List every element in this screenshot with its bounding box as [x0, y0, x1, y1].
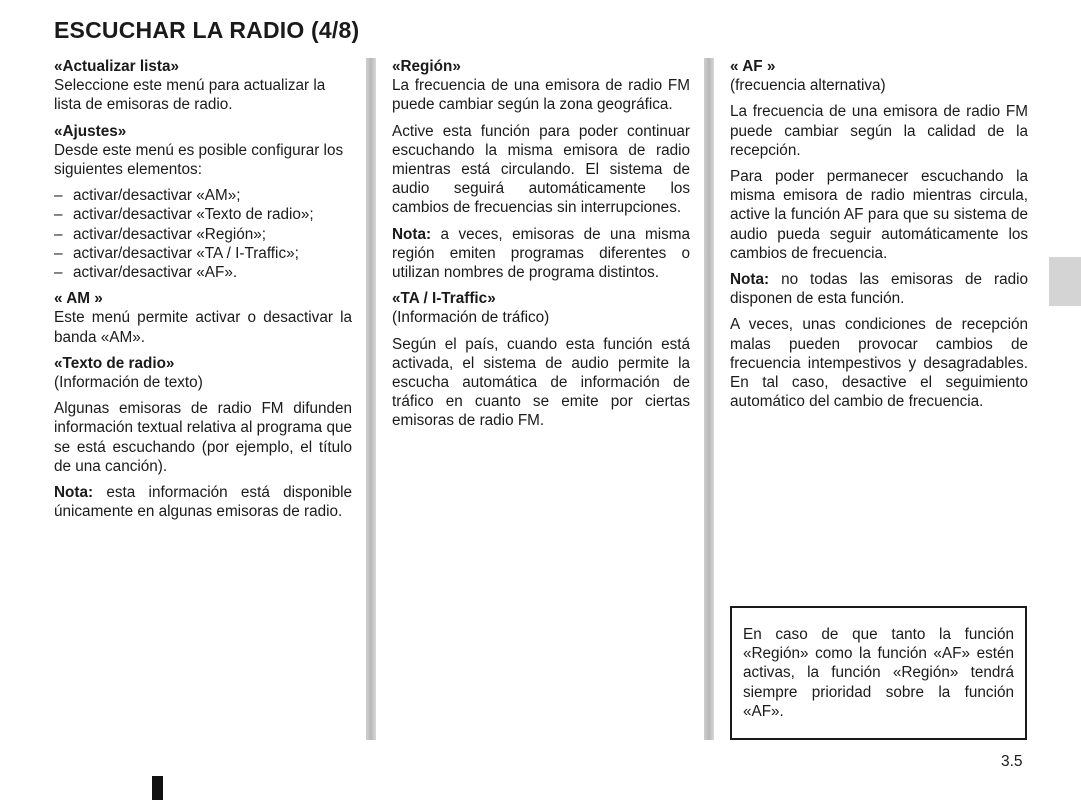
section-text: Algunas emisoras de radio FM difunden información textual relativa al programa que se está escuchando (por ejemplo, el título de una canción). [54, 400, 352, 475]
section-text: Según el país, cuando esta función está activada, el sistema de audio permite la escucha automática de información de tráfico en cuanto se emite por ciertas emisoras de radio FM. [392, 335, 690, 430]
list-item: – activar/desactivar «Texto de radio»; [54, 205, 352, 224]
section-subheading: (Información de texto) [54, 374, 203, 392]
section-subheading: (frecuencia alternativa) [730, 77, 886, 95]
column-left [54, 57, 352, 528]
column-right [730, 57, 1028, 418]
note-text: a veces, emisoras de una misma región emiten programas diferentes o utilizan nombres de programa distintos. [392, 225, 690, 282]
note-label: Nota: [392, 225, 432, 243]
priority-note-box: En caso de que tanto la función «Región» como la función «AF» estén activas, la función «Región» tendrá siempre prioridad sobre la función «AF». [730, 606, 1027, 740]
section-heading: «Actualizar lista» [54, 58, 179, 75]
note-label: Nota: [54, 484, 94, 502]
settings-list [54, 186, 352, 282]
section-text: A veces, unas condiciones de recepción malas pueden provocar cambios de frecuencia intempestivos y desagradables. En tal caso, desactive el seguimiento automático del cambio de frecuencia. [730, 316, 1028, 411]
column-divider [704, 58, 714, 740]
column-divider [366, 58, 376, 740]
note-label: Nota: [730, 271, 770, 289]
list-item: – activar/desactivar «AF». [54, 263, 352, 282]
note-paragraph [730, 270, 1028, 308]
note-paragraph [392, 225, 690, 283]
section-text: Seleccione este menú para actualizar la lista de emisoras de radio. [54, 77, 326, 114]
section-heading: «Texto de radio» [54, 354, 175, 372]
note-text: no todas las emisoras de radio disponen de esta función. [730, 271, 1028, 308]
section-heading: « AM » [54, 290, 103, 308]
section-text: La frecuencia de una emisora de radio FM puede cambiar según la calidad de la recepción. [730, 103, 1028, 159]
list-item: – activar/desactivar «Región»; [54, 225, 352, 244]
section-text: Para poder permanecer escuchando la misma emisora de radio mientras circula, active la función AF para que su sistema de audio pueda seguir automáticamente los cambios de frecuencia. [730, 168, 1028, 262]
section-subheading: (Información de tráfico) [392, 309, 550, 327]
section-text: La frecuencia de una emisora de radio FM puede cambiar según la zona geográfica. [392, 77, 690, 114]
column-middle [392, 57, 690, 438]
note-text: esta información está disponible únicamente en algunas emisoras de radio. [54, 484, 352, 521]
list-item: – activar/desactivar «AM»; [54, 186, 352, 205]
page-title: ESCUCHAR LA RADIO (4/8) [54, 17, 360, 43]
crop-mark [152, 776, 163, 800]
section-text: Desde este menú es posible configurar los siguientes elementos: [54, 141, 344, 179]
section-text: Active esta función para poder continuar escuchando la misma emisora de radio mientras está circulando. El sistema de audio seguirá automáticamente los cambios de frecuencias sin interrupciones. [392, 122, 690, 217]
section-heading: « AF » [730, 58, 776, 75]
section-heading: «Región» [392, 58, 461, 75]
note-paragraph [54, 483, 352, 521]
section-text: Este menú permite activar o desactivar la banda «AM». [54, 309, 352, 346]
page-number: 3.5 [1001, 753, 1023, 770]
section-heading: «Ajustes» [54, 122, 127, 140]
chapter-tab [1049, 257, 1081, 306]
section-heading: «TA / I-Traffic» [392, 290, 496, 308]
list-item: – activar/desactivar «TA / I-Traffic»; [54, 244, 352, 263]
